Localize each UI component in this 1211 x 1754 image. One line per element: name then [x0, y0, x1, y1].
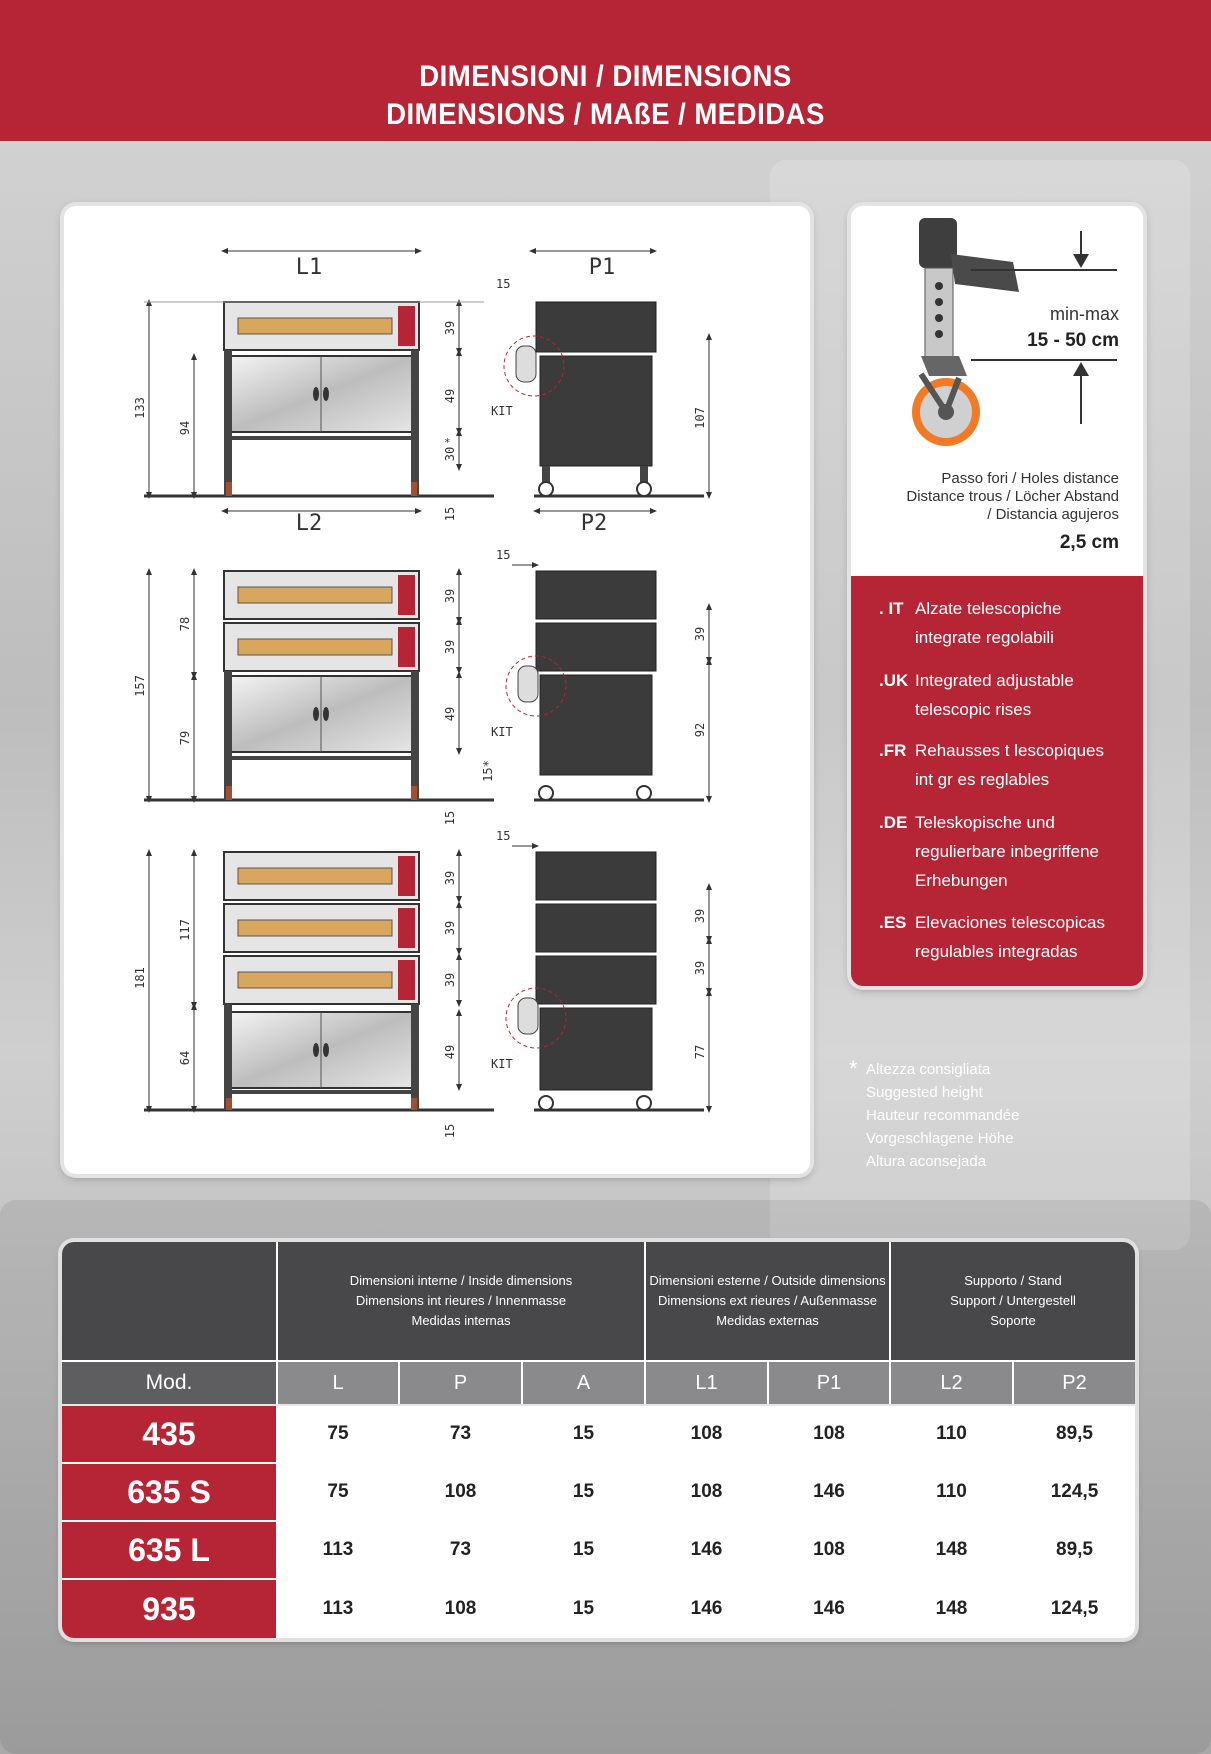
oven-3-side-view: [506, 852, 704, 1110]
group-line: Medidas externas: [716, 1313, 819, 1328]
page-header: [0, 0, 1211, 141]
oven2-kit-label: KIT: [491, 725, 513, 739]
oven-dimension-drawing: [64, 206, 810, 1174]
oven-2-front-view: [144, 571, 494, 800]
oven3-deck2-height: 39: [443, 920, 457, 936]
group-line: Dimensioni esterne / Outside dimensions: [649, 1273, 886, 1288]
column-header-l: L: [278, 1362, 398, 1404]
label-l1: L1: [295, 255, 323, 280]
note-line: Hauteur recommandée: [866, 1107, 1020, 1124]
kit-lang-code: .DE: [879, 813, 908, 832]
kit-lang-text: Rehausses t lescopiques int gr es reglables: [915, 741, 1105, 789]
table-cell: 108: [769, 1522, 889, 1578]
table-cell: 108: [400, 1464, 521, 1520]
row-model: 935: [62, 1580, 276, 1638]
oven-1-front-view: [144, 302, 494, 496]
oven2-total-height: 157: [133, 675, 147, 697]
row-model: 435: [62, 1406, 276, 1462]
table-cell: 108: [646, 1464, 767, 1520]
table-cell: 15: [523, 1580, 644, 1638]
table-cell: 124,5: [1014, 1580, 1135, 1638]
column-header-mod: Mod.: [62, 1362, 276, 1404]
oven3-deck1-height: 39: [443, 870, 457, 886]
table-cell: 73: [400, 1522, 521, 1578]
group-line: Medidas internas: [411, 1313, 511, 1328]
oven1-total-height: 133: [133, 397, 147, 419]
table-cell: 108: [769, 1406, 889, 1462]
note-line: Suggested height: [866, 1084, 983, 1101]
label-p2: P2: [580, 511, 608, 536]
label-p1: P1: [588, 255, 616, 280]
kit-language-panel: [851, 576, 1143, 986]
table-cell: 110: [891, 1406, 1012, 1462]
table-cell: 73: [400, 1406, 521, 1462]
table-cell: 15: [523, 1522, 644, 1578]
group-stand: [891, 1242, 1135, 1360]
oven1-stand-height: 94: [178, 420, 192, 436]
table-corner: [62, 1242, 276, 1360]
kit-lang-text: Integrated adjustable telescopic rises: [915, 671, 1074, 719]
oven3-kit-label: KIT: [491, 1057, 513, 1071]
table-cell: 146: [646, 1580, 767, 1638]
oven3-total-height: 181: [133, 967, 147, 989]
oven2-cabinet-height: 49: [443, 706, 457, 722]
kit-lang-text: Alzate telescopiche integrate regolabili: [915, 599, 1062, 647]
note-line: Altezza consigliata: [866, 1061, 991, 1078]
row-model: 635 S: [62, 1464, 276, 1520]
oven3-deck3-height: 39: [443, 972, 457, 988]
kit-holes-line: Passo fori / Holes distance: [941, 470, 1119, 487]
column-header-l2: L2: [891, 1362, 1012, 1404]
table-cell: 146: [646, 1522, 767, 1578]
oven-3-front-view: [144, 852, 494, 1110]
column-header-p2: P2: [1014, 1362, 1135, 1404]
table-cell: 108: [646, 1406, 767, 1462]
table-cell: 148: [891, 1580, 1012, 1638]
kit-lang-code: . IT: [879, 599, 904, 618]
note-line: Vorgeschlagene Höhe: [866, 1130, 1014, 1147]
telescopic-leg-illustration: [851, 206, 1143, 446]
oven2-side-deck-height: 39: [693, 626, 707, 642]
kit-lang-code: .UK: [879, 671, 909, 690]
group-outside-dimensions: [646, 1242, 889, 1360]
group-line: Soporte: [990, 1313, 1036, 1328]
kit-minmax-value: 15 - 50 cm: [1027, 330, 1119, 351]
table-cell: 146: [769, 1464, 889, 1520]
oven2-deck2-height: 39: [443, 639, 457, 655]
oven2-deck1-height: 39: [443, 588, 457, 604]
table-cell: 108: [400, 1580, 521, 1638]
group-line: Dimensions ext rieures / Außenmasse: [658, 1293, 877, 1308]
telescopic-kit-card: [851, 206, 1143, 986]
oven1-side-height: 107: [693, 407, 707, 429]
kit-minmax-label: min-max: [1049, 304, 1119, 324]
column-header-a: A: [523, 1362, 644, 1404]
oven2-15-top: 15: [496, 548, 511, 562]
column-header-p1: P1: [769, 1362, 889, 1404]
oven2-stand-height: 79: [178, 730, 192, 746]
oven2-upper-height: 78: [178, 616, 192, 632]
group-line: Support / Untergestell: [950, 1293, 1076, 1308]
oven2-side-height: 92: [693, 722, 707, 738]
label-l2: L2: [295, 511, 323, 536]
group-line: Supporto / Stand: [964, 1273, 1062, 1288]
kit-holes-line: / Distancia agujeros: [987, 506, 1119, 523]
table-cell: 124,5: [1014, 1464, 1135, 1520]
group-inside-dimensions: [278, 1242, 644, 1360]
table-cell: 89,5: [1014, 1406, 1135, 1462]
table-cell: 15: [523, 1464, 644, 1520]
group-line: Dimensions int rieures / Innenmasse: [355, 1293, 567, 1308]
table-cell: 113: [278, 1522, 398, 1578]
kit-holes-distance-labels: [906, 470, 1119, 524]
kit-lang-code: .FR: [879, 741, 907, 760]
column-header-l1: L1: [646, 1362, 767, 1404]
kit-lang-text: Teleskopische und regulierbare inbegriffene Erhebungen: [915, 813, 1099, 890]
oven1-cabinet-height: 49: [443, 388, 457, 404]
oven3-side-height: 77: [693, 1044, 707, 1060]
oven-2-side-view: [506, 571, 704, 800]
oven2-floor-clearance: 15: [443, 810, 457, 826]
oven3-floor-clearance: 15: [443, 1123, 457, 1139]
column-header-p: P: [400, 1362, 521, 1404]
group-line: Dimensioni interne / Inside dimensions: [349, 1273, 573, 1288]
oven3-side-deck2-height: 39: [693, 960, 707, 976]
oven-1-side-view: [504, 302, 704, 496]
oven3-side-deck1-height: 39: [693, 908, 707, 924]
table-cell: 110: [891, 1464, 1012, 1520]
table-cell: 146: [769, 1580, 889, 1638]
note-line: Altura aconsejada: [866, 1153, 987, 1170]
label-kit: KIT: [491, 404, 513, 418]
kit-holes-value: 2,5 cm: [1059, 532, 1119, 553]
note-asterisk: *: [849, 1056, 858, 1081]
kit-lang-code: .ES: [879, 913, 907, 932]
table-cell: 89,5: [1014, 1522, 1135, 1578]
oven1-deck-height: 39: [443, 320, 457, 336]
table-cell: 75: [278, 1464, 398, 1520]
oven1-leg-star: *: [444, 436, 451, 449]
oven1-floor-clearance: 15: [443, 506, 457, 522]
dimensions-table: [62, 1242, 1135, 1638]
label-15-top: 15: [496, 277, 511, 291]
oven3-stand-height: 64: [178, 1050, 192, 1066]
suggested-height-note: [866, 1058, 1019, 1173]
oven1-leg-height: 30: [443, 446, 457, 462]
header-title-line2: DIMENSIONS / MAßE / MEDIDAS: [386, 98, 825, 131]
kit-holes-line: Distance trous / Löcher Abstand: [906, 488, 1119, 505]
header-title-line1: DIMENSIONI / DIMENSIONS: [419, 60, 792, 93]
table-cell: 148: [891, 1522, 1012, 1578]
oven3-15-top: 15: [496, 829, 511, 843]
row-model: 635 L: [62, 1522, 276, 1578]
table-cell: 75: [278, 1406, 398, 1462]
oven2-leg-height: 15*: [481, 760, 495, 782]
row-divider: [62, 1404, 1135, 1406]
oven3-cabinet-height: 49: [443, 1044, 457, 1060]
table-cell: 15: [523, 1406, 644, 1462]
kit-lang-text: Elevaciones telescopicas regulables integradas: [915, 913, 1105, 961]
oven3-upper-height: 117: [178, 919, 192, 941]
table-cell: 113: [278, 1580, 398, 1638]
dimensions-drawing-card: [64, 206, 810, 1174]
